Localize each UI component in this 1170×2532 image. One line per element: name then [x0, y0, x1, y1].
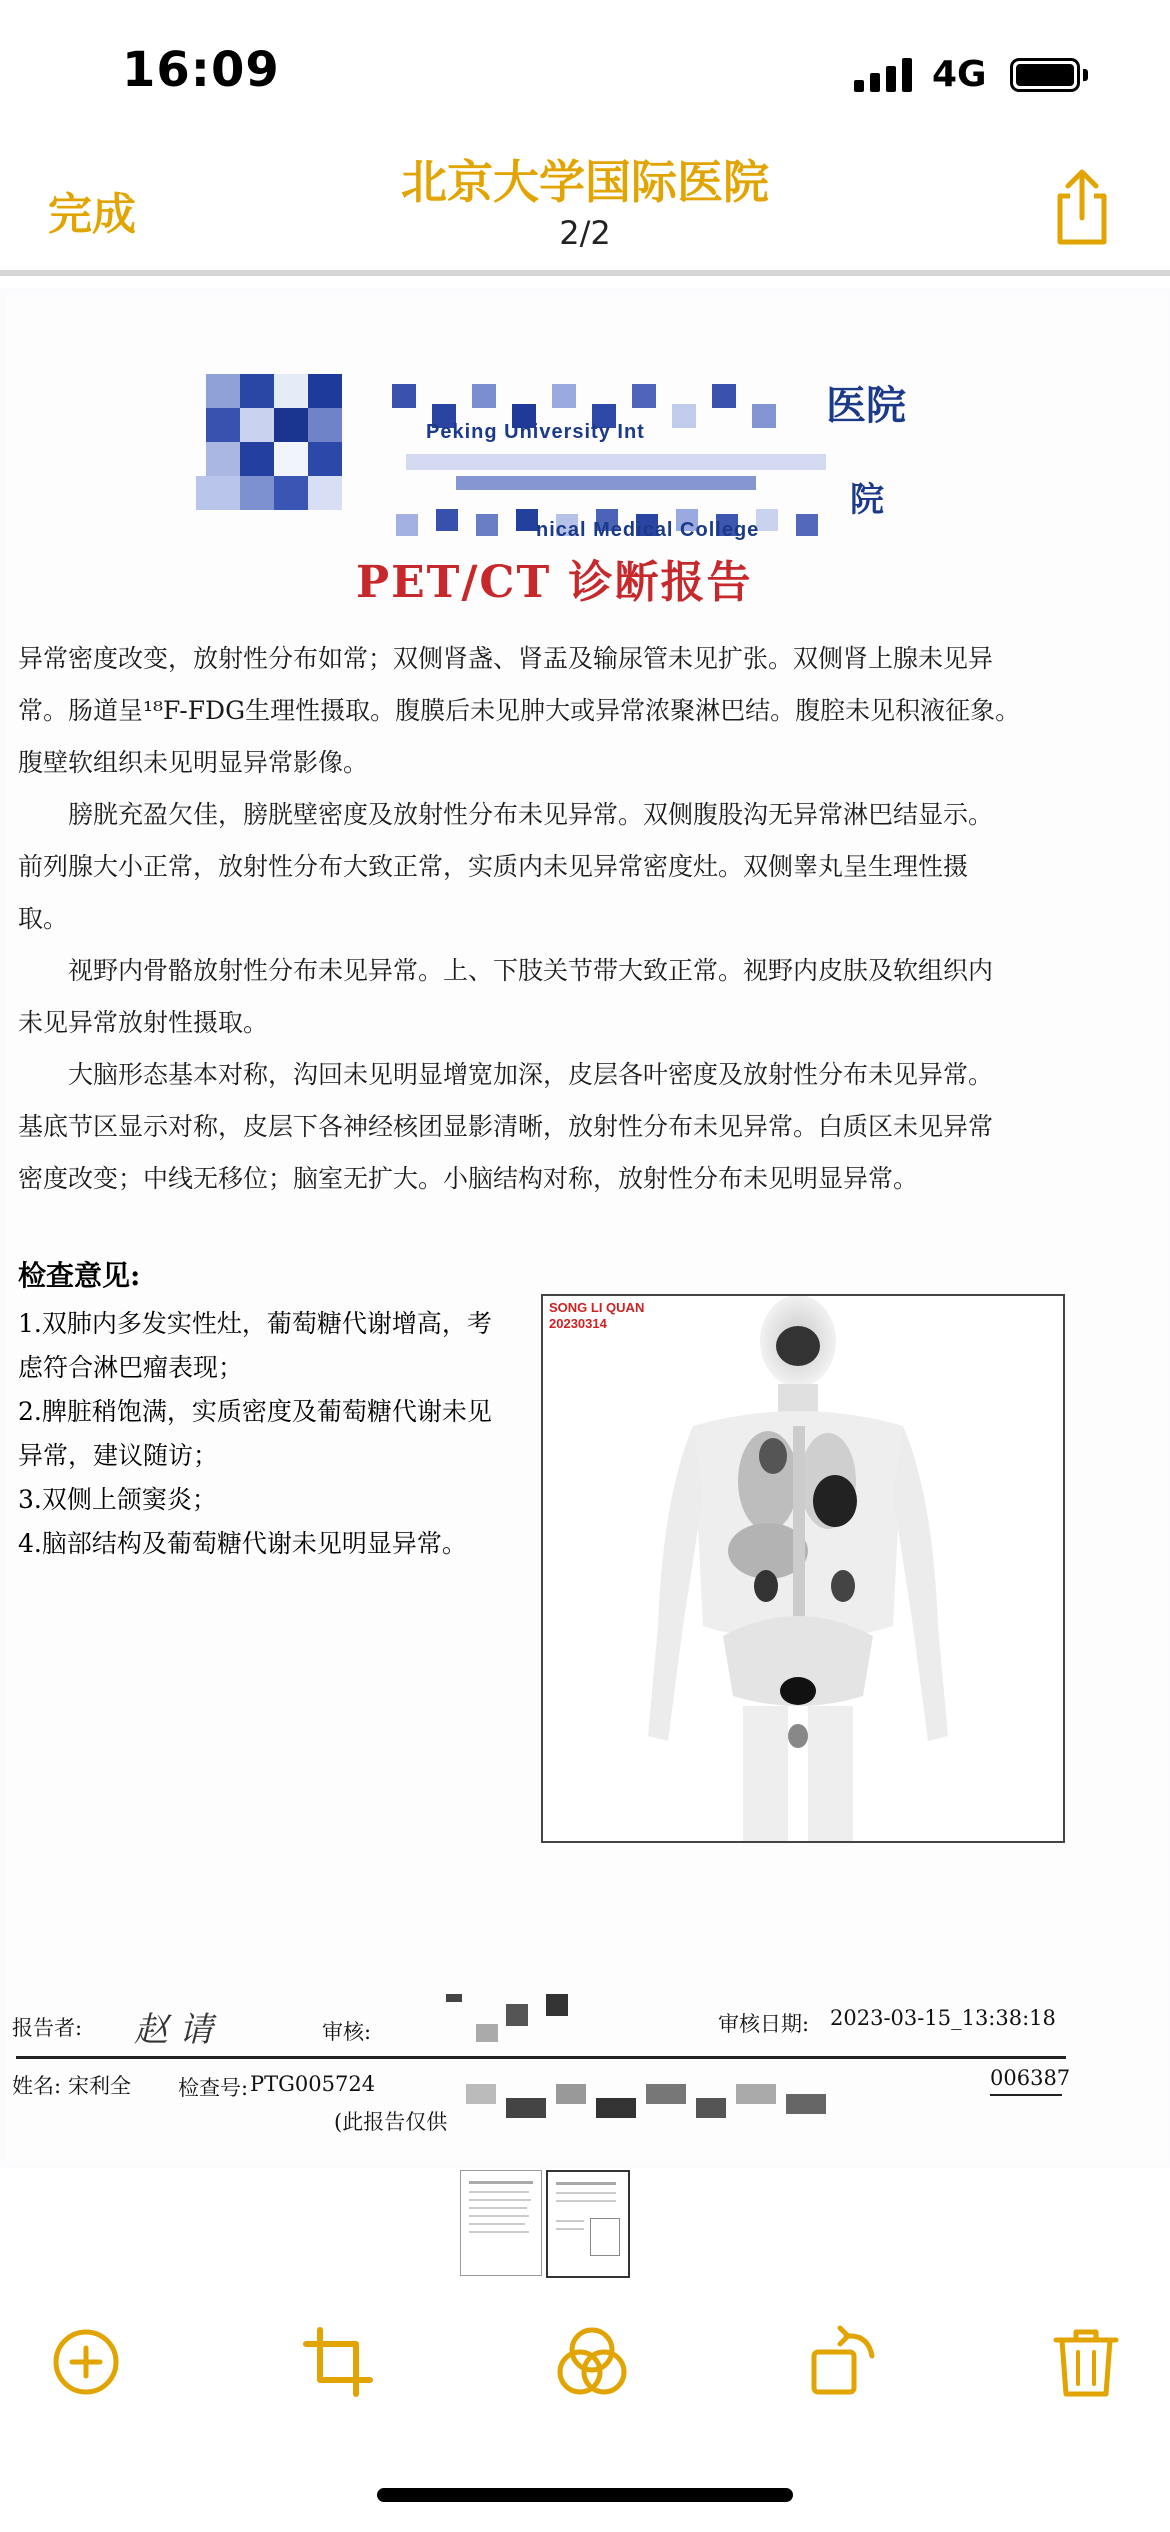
findings-line: 视野内骨骼放射性分布未见异常。上、下肢关节带大致正常。视野内皮肤及软组织内 — [18, 956, 994, 985]
findings-line: 异常密度改变，放射性分布如常；双侧肾盏、肾盂及输尿管未见扩张。双侧肾上腺未见异 — [18, 644, 994, 673]
done-button[interactable]: 完成 — [48, 189, 136, 240]
scan-date-label: 20230314 — [549, 1316, 607, 1331]
findings-line: 密度改变；中线无移位；脑室无扩大。小脑结构对称，放射性分布未见明显异常。 — [18, 1164, 919, 1193]
status-time: 16:09 — [122, 42, 280, 98]
exam-number-label: 检查号: — [178, 2076, 249, 2100]
page-indicator: 2/2 — [559, 214, 611, 252]
logo-text-en-2: nical Medical College — [536, 519, 760, 541]
opinion-line: 1.双肺内多发实性灶，葡萄糖代谢增高，考 — [18, 1309, 492, 1338]
signal-icon — [854, 58, 914, 92]
filters-icon — [552, 2322, 632, 2402]
crop-icon — [298, 2322, 378, 2402]
reviewer-label: 审核: — [322, 2020, 372, 2044]
code-underline — [990, 2094, 1062, 2096]
rotate-button[interactable] — [806, 2322, 886, 2402]
report-title: PET/CT 诊断报告 — [356, 557, 753, 608]
battery-icon — [1010, 58, 1090, 94]
thumbnail-page-1[interactable] — [460, 2170, 542, 2276]
findings-line: 膀胱充盈欠佳，膀胱壁密度及放射性分布未见异常。双侧腹股沟无异常淋巴结显示。 — [18, 800, 994, 829]
reporter-label: 报告者: — [12, 2016, 83, 2040]
opinion-line: 3.双侧上颌窦炎； — [18, 1485, 217, 1514]
review-date-label: 审核日期: — [718, 2012, 810, 2036]
patient-name-label: 姓名: — [12, 2074, 62, 2098]
crop-button[interactable] — [298, 2322, 378, 2402]
review-date-value: 2023-03-15_13:38:18 — [830, 2006, 1056, 2030]
logo-text-cn-2: 院 — [850, 480, 884, 520]
opinion-heading: 检查意见: — [18, 1259, 141, 1292]
opinion-line: 4.脑部结构及葡萄糖代谢未见明显异常。 — [18, 1529, 467, 1558]
opinion-line: 虑符合淋巴瘤表现； — [18, 1353, 244, 1382]
redacted-info-pixelated — [466, 2084, 846, 2124]
logo-text-cn-1: 医院 — [826, 382, 906, 429]
document-title: 北京大学国际医院 — [401, 155, 769, 209]
body-scan-graphic — [543, 1296, 1063, 1841]
findings-line: 常。肠道呈¹⁸F-FDG生理性摄取。腹膜后未见肿大或异常浓聚淋巴结。腹腔未见积液征象。 — [18, 696, 1021, 725]
rotate-icon — [806, 2322, 886, 2402]
patient-name-value: 宋利全 — [68, 2074, 131, 2098]
nav-separator — [0, 270, 1170, 276]
page-thumbnails — [460, 2170, 630, 2276]
thumbnail-page-2[interactable] — [546, 2170, 630, 2278]
findings-line: 基底节区显示对称，皮层下各神经核团显影清晰，放射性分布未见异常。白质区未见异常 — [18, 1112, 994, 1141]
reporter-signature: 赵 请 — [134, 2010, 213, 2050]
add-button[interactable] — [46, 2322, 126, 2402]
pet-mip-image — [541, 1294, 1065, 1843]
document-viewer[interactable] — [0, 288, 1170, 2168]
footer-rule — [16, 2056, 1066, 2059]
exam-number-value: PTG005724 — [250, 2072, 376, 2096]
plus-circle-icon — [46, 2322, 126, 2402]
findings-line: 未见异常放射性摄取。 — [18, 1008, 269, 1037]
delete-button[interactable] — [1046, 2322, 1126, 2402]
trash-icon — [1046, 2322, 1126, 2402]
opinion-line: 2.脾脏稍饱满，实质密度及葡萄糖代谢未见 — [18, 1397, 492, 1426]
network-type: 4G — [932, 54, 987, 95]
home-indicator[interactable] — [377, 2488, 793, 2502]
findings-line: 腹壁软组织未见明显异常影像。 — [18, 748, 369, 777]
hospital-logo-pixelated — [196, 354, 896, 544]
findings-line: 前列腺大小正常，放射性分布大致正常，实质内未见异常密度灶。双侧睾丸呈生理性摄 — [18, 852, 969, 881]
reviewer-signature-pixelated — [446, 1994, 596, 2044]
opinion-line: 异常，建议随访； — [18, 1441, 219, 1470]
share-icon — [1050, 166, 1114, 246]
scanned-report-page — [6, 294, 1168, 2164]
report-code-value: 006387 — [990, 2066, 1071, 2090]
filters-button[interactable] — [552, 2322, 632, 2402]
logo-text-en-1: Peking University Int — [426, 421, 645, 443]
findings-line: 取。 — [18, 904, 69, 933]
share-button[interactable] — [1050, 166, 1114, 246]
findings-line: 大脑形态基本对称，沟回未见明显增宽加深，皮层各叶密度及放射性分布未见异常。 — [18, 1060, 994, 1089]
report-footnote: (此报告仅供 — [334, 2110, 448, 2134]
scan-patient-label: SONG LI QUAN — [549, 1300, 645, 1315]
